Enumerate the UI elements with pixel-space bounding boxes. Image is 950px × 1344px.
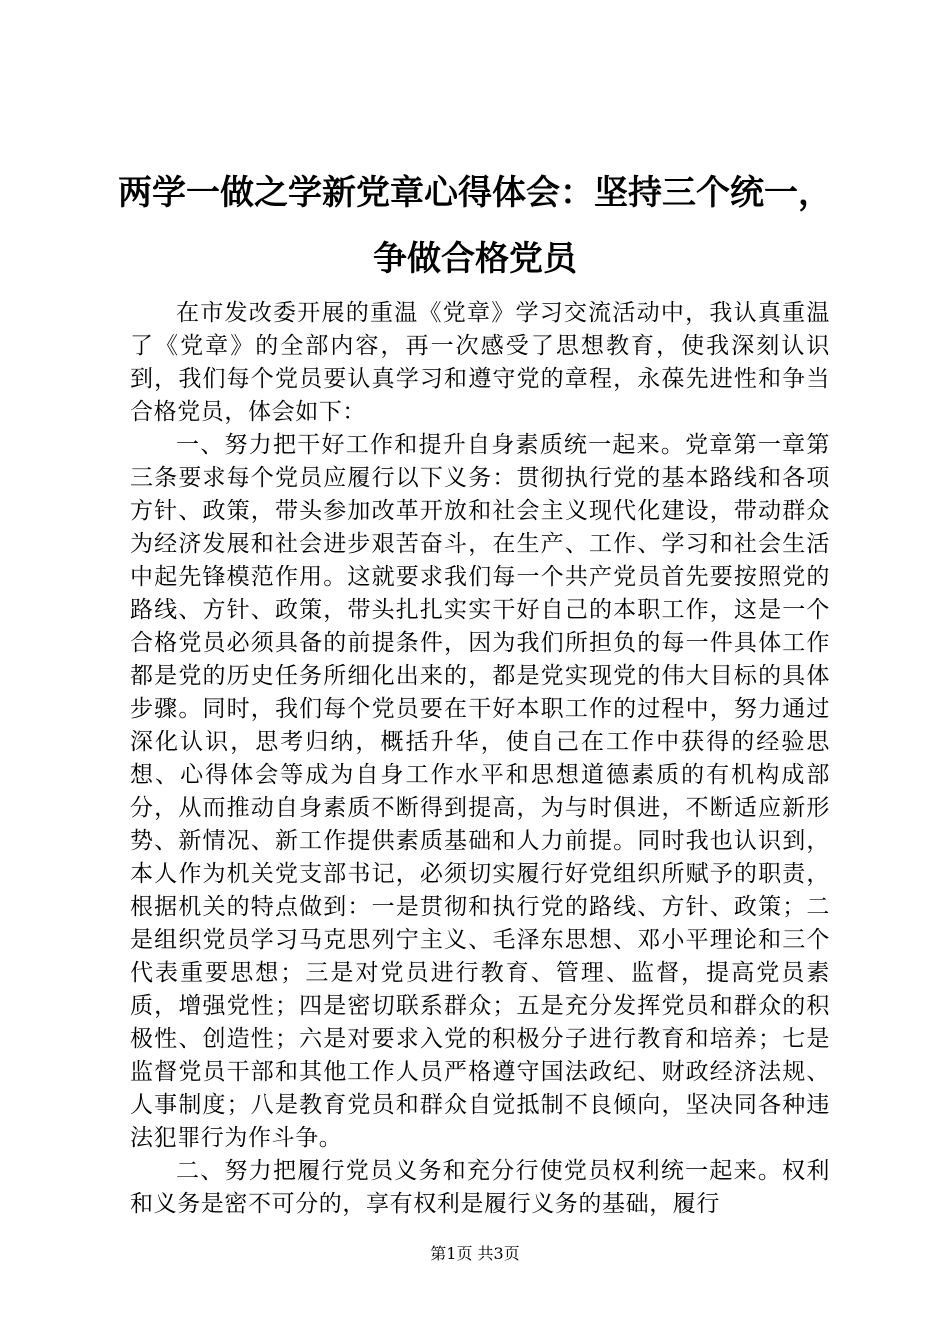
document-title — [110, 160, 840, 292]
paragraph-section-2: 二、努力把履行党员义务和充分行使党员权利统一起来。权利和义务是密不可分的，享有权利是履行义务的基础，履行 — [130, 1158, 830, 1217]
paragraph-section-1: 一、努力把干好工作和提升自身素质统一起来。党章第一章第三条要求每个党员应履行以下义务：贯彻执行党的基本路线和各项方针、政策，带头参加改革开放和社会主义现代化建设，带动群众为经济发展和社会进步艰苦奋斗，在生产、工作、学习和社会生活中起先锋模范作用。这就要求我们每一个共产党员首先要按照党的路线、方针、政策，带头扎扎实实干好自己的本职工作，这是一个合格党员必须具备的前提条件，因为我们所担负的每一件具体工作都是党的历史任务所细化出来的，都是党实现党的伟大目标的具体步骤。同时，我们每个党员要在干好本职工作的过程中，努力通过深化认识，思考归纳，概括升华，使自己在工作中获得的经验思想、心得体会等成为自身工作水平和思想道德素质的有机构成部分，从而推动自身素质不断得到提高，为与时俱进，不断适应新形势、新情况、新工作提供素质基础和人力前提。同时我也认识到，本人作为机关党支部书记，必须切实履行好党组织所赋予的职责，根据机关的特点做到：一是贯彻和执行党的路线、方针、政策；二是组织党员学习马克思列宁主义、毛泽东思想、邓小平理论和三个代表重要思想；三是对党员进行教育、管理、监督，提高党员素质，增强党性；四是密切联系群众；五是充分发挥党员和群众的积极性、创造性；六是对要求入党的积极分子进行教育和培养；七是监督党员干部和其他工作人员严格遵守国法政纪、财政经济法规、人事制度；八是教育党员和群众自觉抵制不良倾向，坚决同各种违法犯罪行为作斗争。 — [130, 432, 830, 1151]
title-line-2: 争做合格党员 — [373, 239, 577, 279]
document-body — [130, 297, 830, 1221]
page-number-footer: 第1页 共3页 — [430, 1244, 520, 1263]
paragraph-intro: 在市发改委开展的重温《党章》学习交流活动中，我认真重温了《党章》的全部内容，再一次感受了思想教育，使我深刻认识到，我们每个党员要认真学习和遵守党的章程，永葆先进性和争当合格党员，体会如下： — [130, 300, 830, 425]
title-line-1: 两学一做之学新党章心得体会：坚持三个统一， — [118, 173, 832, 213]
